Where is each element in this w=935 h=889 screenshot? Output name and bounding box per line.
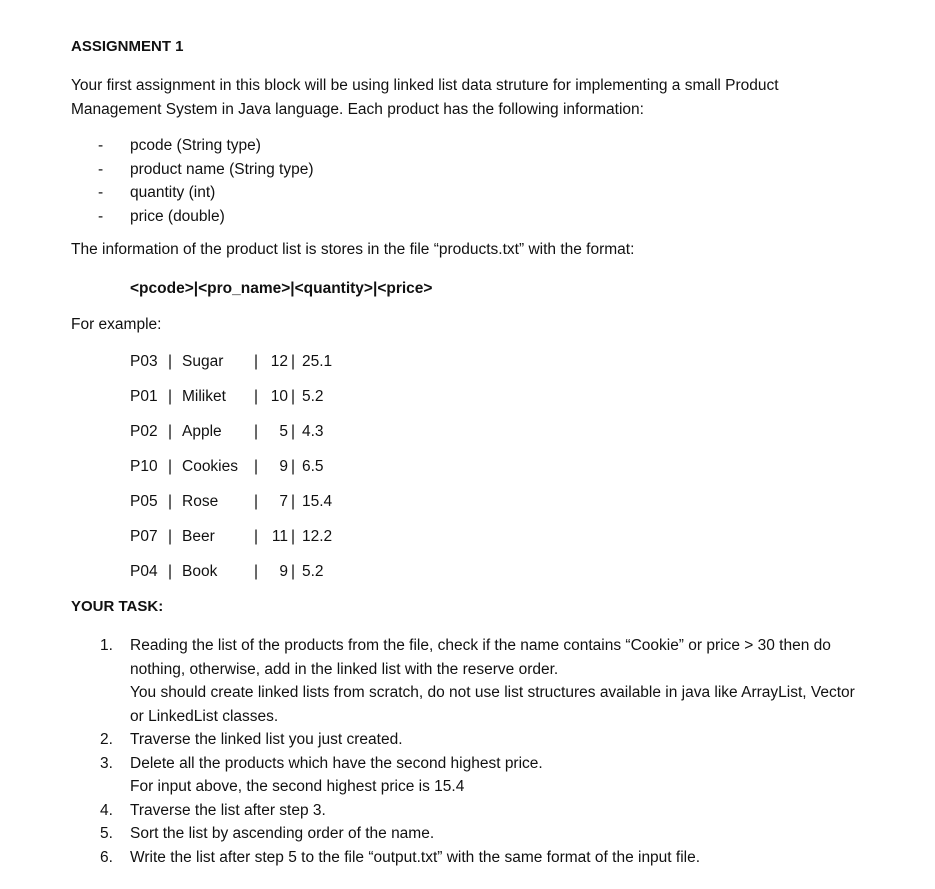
task-number: 5. xyxy=(100,825,113,842)
example-price: 4.3 xyxy=(302,423,324,440)
separator: | xyxy=(254,493,259,510)
separator: | xyxy=(168,353,173,370)
example-name: Sugar xyxy=(182,353,224,370)
example-price: 15.4 xyxy=(302,493,333,510)
assignment-title: ASSIGNMENT 1 xyxy=(71,38,184,55)
bullet-dash: - xyxy=(98,184,104,201)
separator: | xyxy=(291,458,296,475)
task-item xyxy=(100,752,860,799)
task-item xyxy=(100,634,860,728)
field-item xyxy=(96,134,314,158)
task-text: Traverse the linked list you just created. xyxy=(130,731,403,748)
bullet-dash: - xyxy=(98,137,104,154)
example-code: P10 xyxy=(130,458,158,475)
format-line: <pcode>|<pro_name>|<quantity>|<price> xyxy=(130,280,433,297)
task-number: 6. xyxy=(100,848,113,866)
example-name: Cookies xyxy=(182,458,238,475)
task-number: 2. xyxy=(100,731,113,748)
example-price: 5.2 xyxy=(302,388,324,405)
field-item xyxy=(96,181,314,205)
example-code: P05 xyxy=(130,493,158,510)
field-text: price (double) xyxy=(130,207,225,225)
task-item xyxy=(100,822,860,846)
task-text: Write the list after step 5 to the file “output.txt” with the same format of the input file. xyxy=(130,848,701,866)
example-name: Miliket xyxy=(182,388,226,405)
example-code: P02 xyxy=(130,423,158,440)
task-text: Reading the list of the products from the file, check if the name contains “Cookie” or price > 30 then do nothing, otherwise, add in the linked list with the reserve order. xyxy=(130,637,831,678)
field-text: quantity (int) xyxy=(130,184,216,201)
separator: | xyxy=(168,563,173,580)
bullet-dash: - xyxy=(98,207,104,225)
separator: | xyxy=(291,563,296,580)
example-qty: 9 xyxy=(279,563,288,580)
example-qty: 7 xyxy=(279,493,288,510)
separator: | xyxy=(254,458,259,475)
field-text: pcode (String type) xyxy=(130,137,261,154)
task-note: For input above, the second highest price is 15.4 xyxy=(130,778,465,795)
separator: | xyxy=(168,528,173,545)
task-list xyxy=(100,634,860,869)
separator: | xyxy=(168,388,173,405)
field-text: product name (String type) xyxy=(130,160,314,178)
example-qty: 11 xyxy=(271,528,288,545)
separator: | xyxy=(291,388,296,405)
example-code: P07 xyxy=(130,528,158,545)
example-qty: 5 xyxy=(279,423,288,440)
task-text: Traverse the list after step 3. xyxy=(130,801,326,819)
separator: | xyxy=(254,353,259,370)
separator: | xyxy=(168,423,173,440)
example-name: Rose xyxy=(182,493,219,510)
example-price: 6.5 xyxy=(302,458,324,475)
task-item xyxy=(100,846,860,870)
intro-paragraph: Your first assignment in this block will be using linked list data struture for implementing a small Product Management System in Java language. Each product has the following information: xyxy=(71,77,779,118)
field-item xyxy=(96,158,314,182)
example-code: P01 xyxy=(130,388,158,405)
field-list xyxy=(96,134,314,228)
example-name: Book xyxy=(182,563,218,580)
task-item xyxy=(100,799,860,823)
task-text: Delete all the products which have the second highest price. xyxy=(130,754,543,772)
task-number: 3. xyxy=(100,754,113,772)
example-qty: 10 xyxy=(270,388,288,405)
example-price: 12.2 xyxy=(302,528,333,545)
info-line: The information of the product list is stores in the file “products.txt” with the format: xyxy=(71,241,635,258)
field-item xyxy=(96,205,314,229)
separator: | xyxy=(168,493,173,510)
separator: | xyxy=(254,423,259,440)
example-label: For example: xyxy=(71,316,162,333)
separator: | xyxy=(254,528,259,545)
task-text: Sort the list by ascending order of the name. xyxy=(130,825,435,842)
separator: | xyxy=(291,493,296,510)
task-number: 4. xyxy=(100,801,113,819)
example-code: P04 xyxy=(130,563,158,580)
separator: | xyxy=(291,423,296,440)
task-note: You should create linked lists from scratch, do not use list structures available in java like ArrayList, Vector or LinkedList classes. xyxy=(130,684,855,725)
example-name: Beer xyxy=(182,528,215,545)
separator: | xyxy=(254,388,259,405)
separator: | xyxy=(254,563,259,580)
separator: | xyxy=(291,528,296,545)
example-qty: 9 xyxy=(279,458,288,475)
task-number: 1. xyxy=(100,637,113,654)
example-price: 25.1 xyxy=(302,353,333,370)
example-price: 5.2 xyxy=(302,563,324,580)
example-name: Apple xyxy=(182,423,222,440)
bullet-dash: - xyxy=(98,160,104,178)
example-qty: 12 xyxy=(270,353,288,370)
task-item xyxy=(100,728,860,752)
example-code: P03 xyxy=(130,353,158,370)
separator: | xyxy=(168,458,173,475)
separator: | xyxy=(291,353,296,370)
task-heading: YOUR TASK: xyxy=(71,598,164,615)
